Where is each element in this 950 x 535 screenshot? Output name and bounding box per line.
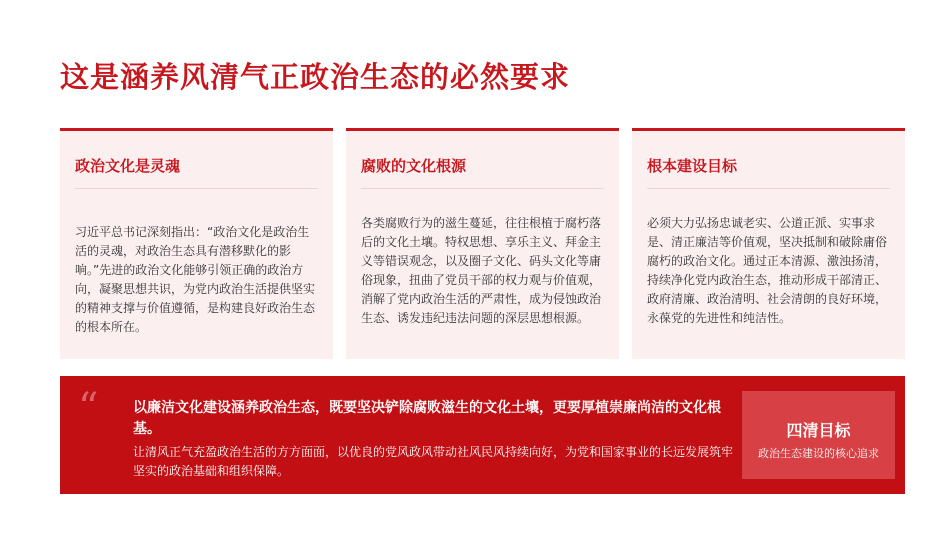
- card-title: 腐败的文化根源: [361, 157, 467, 175]
- card-divider: [361, 188, 604, 189]
- summary-banner: [60, 376, 905, 494]
- card-title: 政治文化是灵魂: [75, 157, 181, 175]
- page-title: 这是涵养风清气正政治生态的必然要求: [60, 60, 571, 94]
- goal-subtitle: 政治生态建设的核心追求: [758, 447, 879, 460]
- card-divider: [75, 188, 318, 189]
- goal-box: [742, 391, 895, 479]
- goal-title: 四清目标: [786, 421, 851, 440]
- banner-sub-text: 让清风正气充盈政治生活的方方面面，以优良的党风政风带动社风民风持续向好，为党和国家事业的长远发展筑牢坚实的政治基础和组织保障。: [133, 445, 734, 478]
- quote-mark-icon: “: [78, 385, 99, 431]
- card-political-culture: [60, 128, 333, 359]
- card-divider: [647, 188, 890, 189]
- card-fundamental-goal: [632, 128, 905, 359]
- card-title: 根本建设目标: [647, 157, 738, 175]
- card-body: 各类腐败行为的滋生蔓延，往往根植于腐朽落后的文化土壤。特权思想、享乐主义、拜金主义等错误观念，以及圈子文化、码头文化等庸俗现象，扭曲了党员干部的权力观与价值观，消解了党内政治生活的严肃性，成为侵蚀政治生态、诱发违纪违法问题的深层思想根源。: [361, 216, 602, 325]
- card-corruption-roots: [346, 128, 619, 359]
- banner-main-text: 以廉洁文化建设涵养政治生态，既要坚决铲除腐败滋生的文化土壤，更要厚植崇廉尚洁的文化根基。: [133, 400, 721, 437]
- card-body: 习近平总书记深刻指出：“政治文化是政治生活的灵魂，对政治生态具有潜移默化的影响。”先进的政治文化能够引领正确的政治方向，凝聚思想共识，为党内政治生活提供坚实的精神支撑与价值遵循，是构建良好政治生态的根本所在。: [75, 225, 316, 334]
- card-body: 必须大力弘扬忠诚老实、公道正派、实事求是、清正廉洁等价值观，坚决抵制和破除庸俗腐朽的政治文化。通过正本清源、激浊扬清，持续净化党内政治生态，推动形成干部清正、政府清廉、政治清明、社会清朗的良好环境，永葆党的先进性和纯洁性。: [647, 216, 888, 325]
